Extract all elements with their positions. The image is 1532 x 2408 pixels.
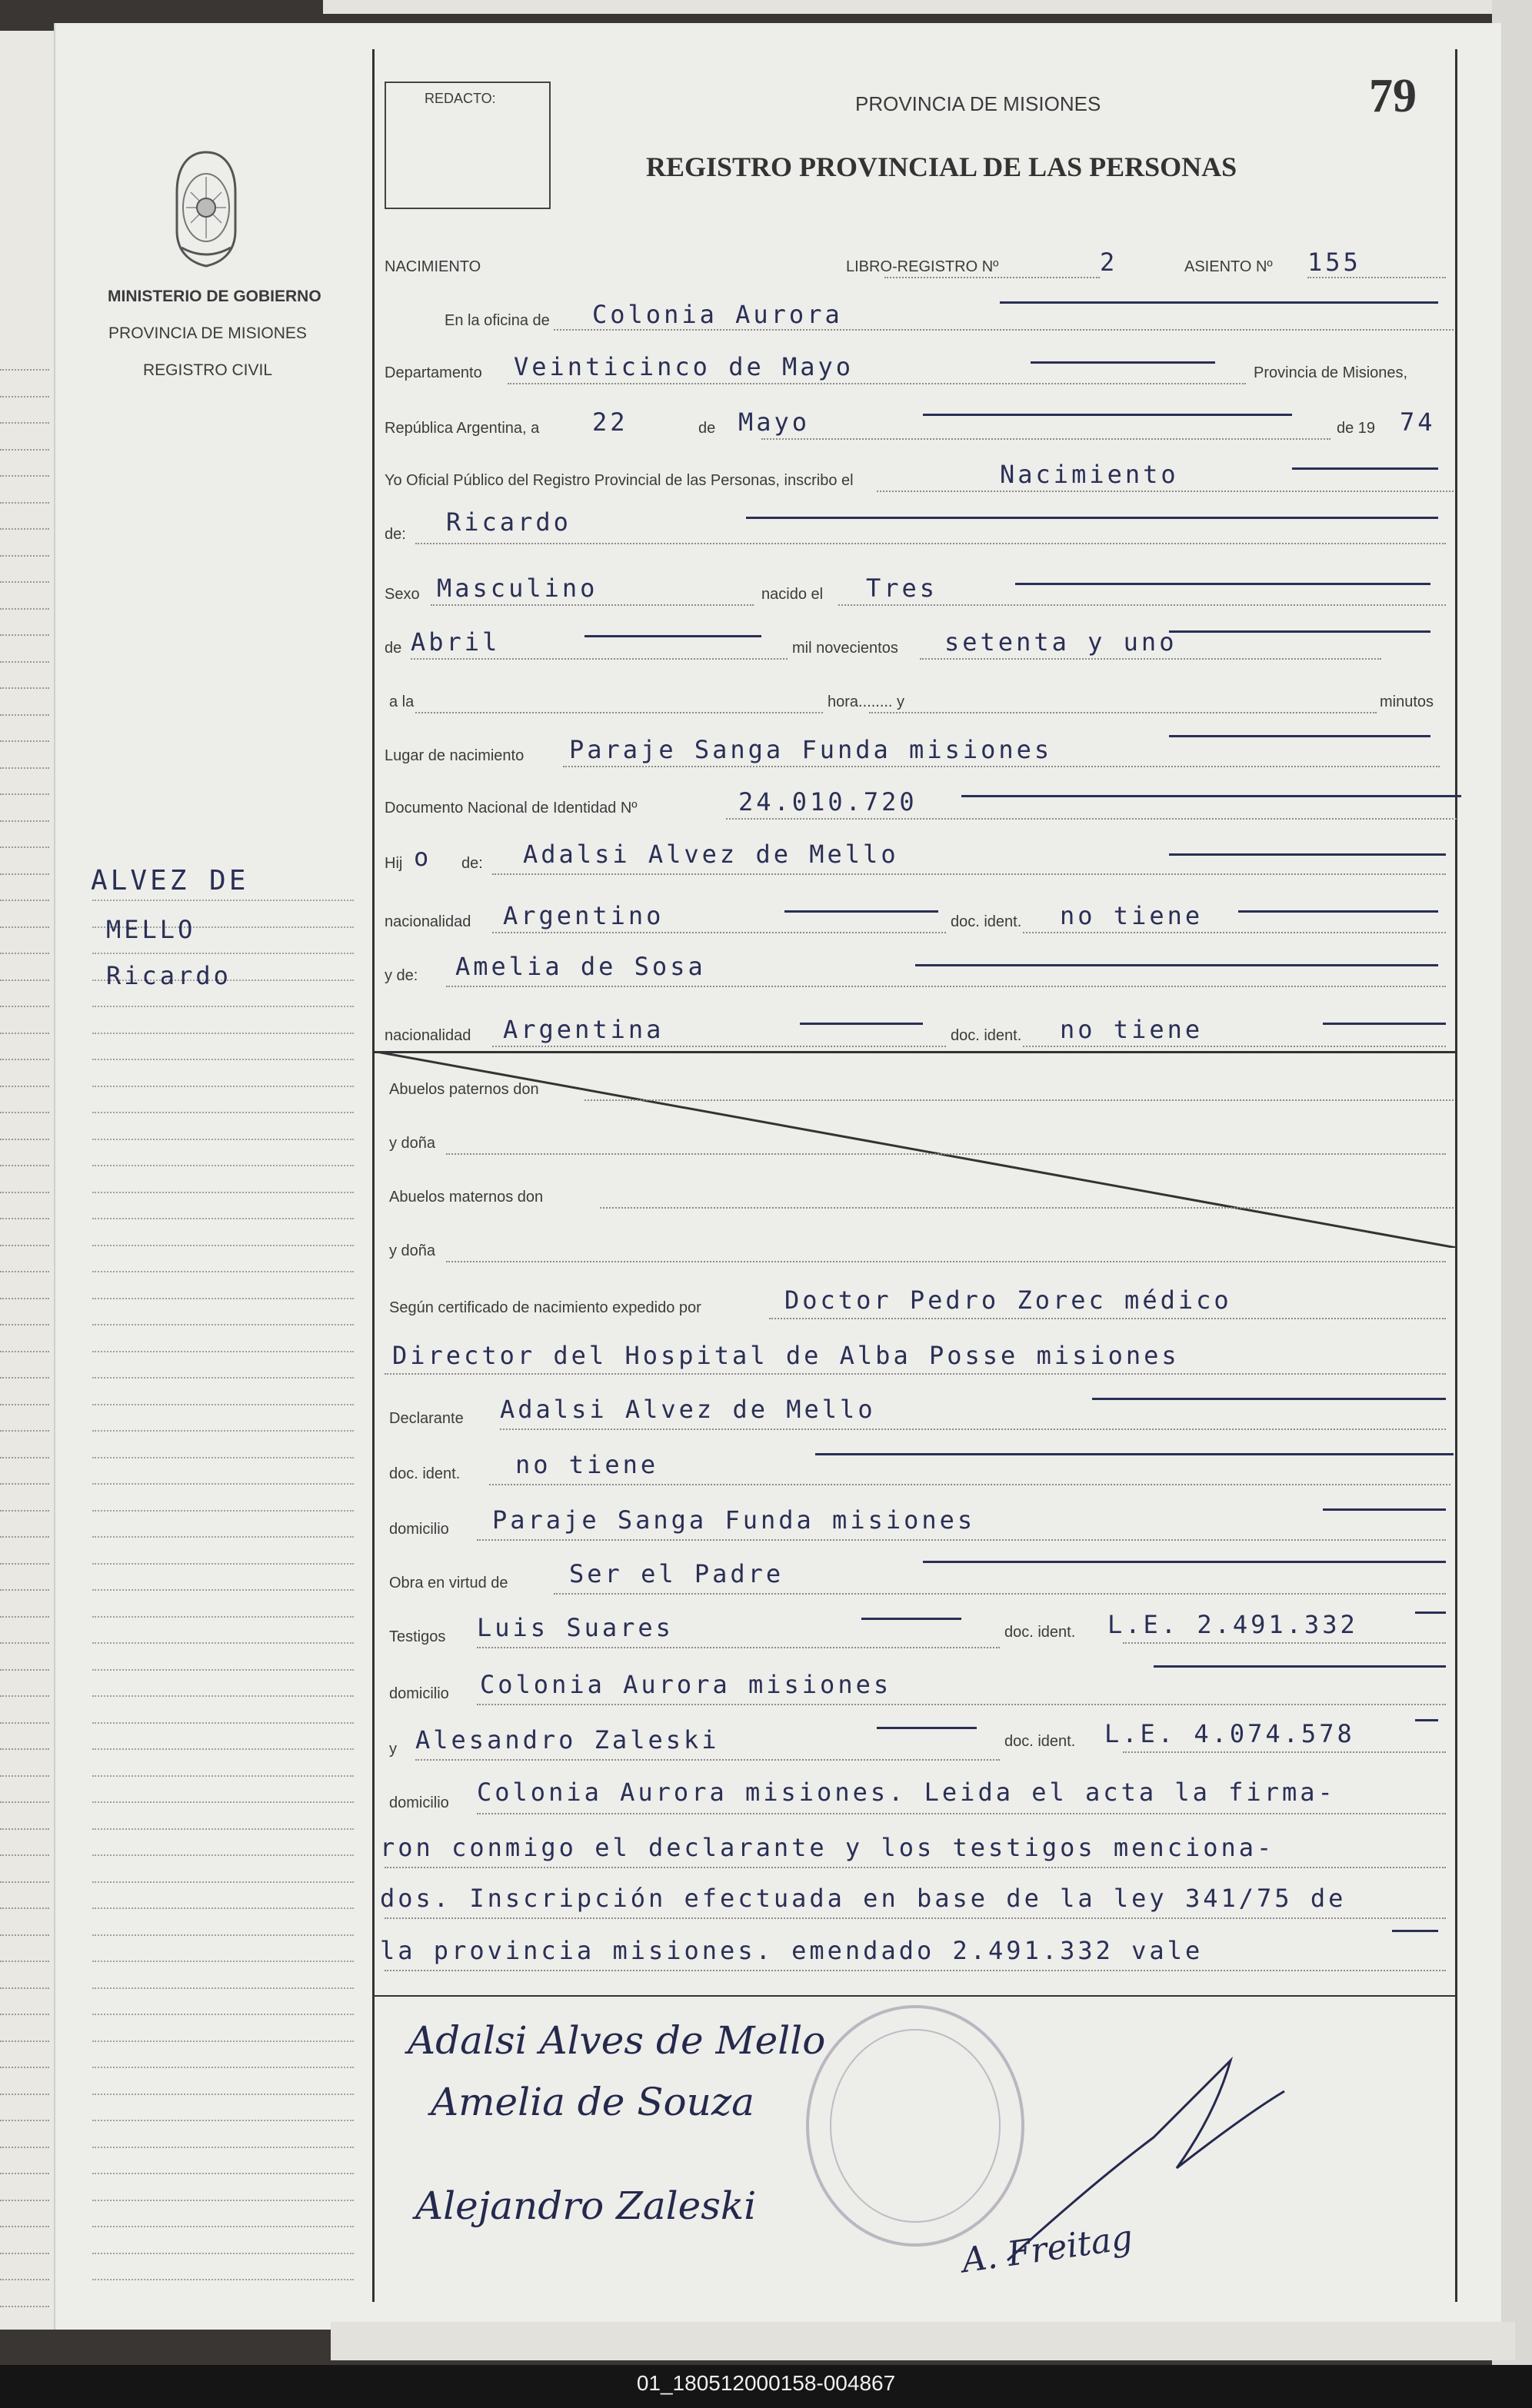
handwritten-dash — [1415, 1719, 1438, 1721]
previous-page-rule — [0, 2014, 49, 2015]
father-name: Adalsi Alvez de Mello — [523, 840, 899, 869]
margin-rule — [92, 1086, 354, 1087]
form-dotted-rule — [385, 1867, 1446, 1868]
form-dotted-rule — [1307, 277, 1446, 278]
form-dotted-rule — [477, 1647, 1000, 1648]
previous-page-rule — [0, 1245, 49, 1246]
registered-name: Ricardo — [446, 507, 571, 537]
form-dotted-rule — [584, 1099, 1454, 1101]
testigos-label: Testigos — [389, 1628, 446, 1645]
handwritten-dash — [1169, 735, 1430, 737]
oficina-label: En la oficina de — [445, 312, 550, 329]
segun-value: Doctor Pedro Zorec médico — [784, 1285, 1232, 1315]
margin-rule — [92, 1801, 354, 1803]
abuelos-maternos-label: Abuelos maternos don — [389, 1189, 544, 1206]
segun-label: Según certificado de nacimiento expedido por — [389, 1299, 701, 1316]
signature-flourish — [1000, 2045, 1292, 2276]
handwritten-dash — [815, 1453, 1454, 1455]
margin-rule — [92, 1033, 354, 1034]
redacto-label: REDACTO: — [425, 91, 496, 106]
margin-rule — [92, 1934, 354, 1936]
margin-rule — [92, 2200, 354, 2201]
previous-page-rule — [0, 953, 49, 954]
ministry-title: MINISTERIO DE GOBIERNO — [108, 288, 321, 305]
signature-official: A. Freitag — [959, 2217, 1135, 2281]
previous-page-rule — [0, 926, 49, 928]
previous-page-rule — [0, 1801, 49, 1803]
previous-page-rule — [0, 1112, 49, 1113]
handwritten-dash — [1015, 583, 1430, 585]
doc-testigo-2-label: doc. ident. — [1004, 1733, 1076, 1750]
registry-title: REGISTRO PROVINCIAL DE LAS PERSONAS — [646, 151, 1237, 182]
handwritten-dash — [861, 1618, 961, 1620]
margin-rule — [92, 1695, 354, 1697]
form-dotted-rule — [446, 1153, 1446, 1155]
previous-page-rule — [0, 1881, 49, 1883]
domicilio-2-label: domicilio — [389, 1685, 449, 1702]
margin-rule — [92, 2147, 354, 2148]
margin-rule — [92, 1854, 354, 1856]
form-dotted-rule — [415, 1759, 1000, 1761]
redacto-box — [385, 81, 551, 209]
margin-rule — [92, 1139, 354, 1140]
signature-declarante: Adalsi Alves de Mello — [408, 2018, 826, 2063]
previous-page-rule — [0, 1748, 49, 1750]
previous-page-rule — [0, 1907, 49, 1909]
margin-rule — [92, 1298, 354, 1299]
form-dotted-rule — [600, 1207, 1454, 1209]
previous-page-rule — [0, 634, 49, 636]
y-de-label: y de: — [385, 967, 418, 984]
depto-value: Veinticinco de Mayo — [514, 352, 854, 381]
previous-page-edge — [0, 31, 62, 2330]
margin-note-surname: ALVEZ DE — [91, 865, 249, 896]
previous-page-rule — [0, 979, 49, 981]
previous-page-rule — [0, 1828, 49, 1830]
previous-page-rule — [0, 1563, 49, 1565]
previous-page-rule — [0, 1351, 49, 1352]
form-dotted-rule — [554, 1593, 1446, 1595]
previous-page-rule — [0, 1430, 49, 1432]
year-value: 74 — [1400, 407, 1436, 437]
form-dotted-rule — [726, 818, 1457, 820]
form-dotted-rule — [554, 329, 1454, 331]
form-dotted-rule — [869, 712, 1377, 713]
previous-page-rule — [0, 1589, 49, 1591]
republica-label: República Argentina, a — [385, 420, 540, 437]
province-title: PROVINCIA DE MISIONES — [855, 92, 1101, 115]
provincia-label: Provincia de Misiones, — [1254, 364, 1408, 381]
margin-note-given-name: Ricardo — [106, 961, 231, 990]
nacionalidad-father-label: nacionalidad — [385, 913, 471, 930]
handwritten-dash — [784, 910, 938, 913]
margin-rule — [92, 1377, 354, 1379]
doc-testigo-2-value: L.E. 4.074.578 — [1104, 1719, 1355, 1748]
book-bottom-edge — [331, 2322, 1515, 2360]
form-dotted-rule — [415, 543, 1446, 544]
a-la-label: a la — [389, 693, 415, 710]
handwritten-dash — [961, 795, 1461, 797]
form-dotted-rule — [920, 658, 1381, 660]
previous-page-rule — [0, 1218, 49, 1219]
margin-rule — [92, 2067, 354, 2068]
previous-page-rule — [0, 2200, 49, 2201]
doc-mother-value: no tiene — [1060, 1015, 1204, 1044]
form-dotted-rule — [489, 1484, 1450, 1485]
sexo-label: Sexo — [385, 586, 420, 603]
margin-rule — [92, 1218, 354, 1219]
previous-page-rule — [0, 1324, 49, 1325]
previous-page-rule — [0, 1987, 49, 1989]
minutos-label: minutos — [1380, 693, 1434, 710]
previous-page-rule — [0, 2094, 49, 2095]
nacionalidad-mother-label: nacionalidad — [385, 1027, 471, 1044]
margin-rule — [92, 1775, 354, 1777]
previous-page-rule — [0, 1086, 49, 1087]
handwritten-dash — [915, 964, 1438, 966]
civil-registry-subtitle: REGISTRO CIVIL — [142, 361, 273, 379]
previous-page-rule — [0, 396, 49, 397]
margin-rule — [92, 1245, 354, 1246]
previous-page-rule — [0, 1457, 49, 1458]
form-dotted-rule — [477, 1813, 1446, 1814]
previous-page-rule — [0, 820, 49, 822]
nacionalidad-mother-value: Argentina — [503, 1015, 664, 1044]
handwritten-dash — [584, 635, 761, 637]
form-dotted-rule — [838, 604, 1446, 606]
y-dona-2-label: y doña — [389, 1242, 436, 1259]
form-dotted-rule — [1023, 1046, 1446, 1047]
previous-page-rule — [0, 2147, 49, 2148]
form-dotted-rule — [1123, 1751, 1446, 1753]
margin-rule — [92, 2226, 354, 2227]
nacido-label: nacido el — [761, 586, 824, 603]
handwritten-dash — [1169, 630, 1430, 633]
previous-page-rule — [0, 1377, 49, 1379]
handwritten-dash — [1154, 1665, 1446, 1668]
form-dotted-rule — [884, 277, 1100, 278]
previous-page-rule — [0, 1271, 49, 1272]
sexo-value: Masculino — [437, 574, 598, 603]
doc-declarante-value: no tiene — [515, 1450, 659, 1479]
background-page-edge — [323, 0, 1492, 14]
previous-page-rule — [0, 2040, 49, 2042]
doc-declarante-label: doc. ident. — [389, 1465, 461, 1482]
handwritten-dash — [923, 414, 1292, 416]
form-dotted-rule — [431, 604, 754, 606]
mother-name: Amelia de Sosa — [455, 952, 706, 981]
form-dotted-rule — [1123, 1642, 1446, 1644]
previous-page-rule — [0, 1775, 49, 1777]
previous-page-rule — [0, 1404, 49, 1405]
form-dotted-rule — [508, 383, 1246, 384]
previous-page-rule — [0, 2173, 49, 2174]
margin-rule — [92, 1642, 354, 1644]
signature-mother: Amelia de Souza — [431, 2080, 754, 2124]
previous-page-rule — [0, 1165, 49, 1166]
dni-value: 24.010.720 — [738, 787, 918, 817]
year-prefix-label: de 19 — [1337, 420, 1376, 437]
previous-page-rule — [0, 2253, 49, 2254]
day-value: 22 — [592, 407, 628, 437]
lugar-label: Lugar de nacimiento — [385, 747, 525, 764]
form-dotted-rule — [1023, 932, 1446, 933]
previous-page-rule — [0, 475, 49, 477]
doc-father-label: doc. ident. — [951, 913, 1022, 930]
previous-page-rule — [0, 661, 49, 663]
libro-label: LIBRO-REGISTRO Nº — [846, 258, 999, 275]
previous-page-rule — [0, 422, 49, 424]
depto-label: Departamento — [385, 364, 482, 381]
margin-rule — [92, 1563, 354, 1565]
testigo-2-value: Alesandro Zaleski — [415, 1725, 720, 1754]
y-dona-1-label: y doña — [389, 1135, 436, 1152]
handwritten-dash — [1169, 853, 1446, 856]
asiento-value: 155 — [1307, 248, 1361, 277]
form-dotted-rule — [761, 438, 1331, 440]
margin-rule — [92, 1722, 354, 1724]
margin-rule — [92, 1589, 354, 1591]
form-dotted-rule — [446, 986, 1446, 987]
dni-label: Documento Nacional de Identidad Nº — [385, 800, 638, 817]
previous-page-rule — [0, 555, 49, 557]
de-label: de — [698, 420, 716, 437]
form-dotted-rule — [385, 1373, 1446, 1375]
official-stamp — [800, 1999, 1031, 2253]
form-dotted-rule — [411, 658, 788, 660]
margin-rule — [92, 1748, 354, 1750]
margin-rule — [92, 1112, 354, 1113]
birth-month-value: Abril — [411, 627, 501, 657]
form-dotted-rule — [446, 1261, 1446, 1262]
asiento-label: ASIENTO Nº — [1184, 258, 1273, 275]
handwritten-dash — [1323, 1023, 1446, 1025]
hora-label: hora........ y — [828, 693, 905, 710]
margin-rule — [92, 1351, 354, 1352]
province-subtitle: PROVINCIA DE MISIONES — [108, 324, 307, 342]
libro-value: 2 — [1100, 248, 1118, 277]
nacimiento-label: NACIMIENTO — [385, 258, 481, 275]
previous-page-rule — [0, 1139, 49, 1140]
signature-witness: Alejandro Zaleski — [415, 2183, 757, 2228]
previous-page-rule — [0, 740, 49, 742]
form-dotted-rule — [769, 1318, 1446, 1319]
continuation-line-4: la provincia misiones. emendado 2.491.332 vale — [380, 1936, 1204, 1965]
obra-label: Obra en virtud de — [389, 1575, 508, 1591]
mil-label: mil novecientos — [792, 640, 898, 657]
handwritten-dash — [923, 1561, 1446, 1563]
obra-value: Ser el Padre — [569, 1559, 784, 1588]
previous-page-rule — [0, 1059, 49, 1060]
previous-page-rule — [0, 714, 49, 716]
oficial-label: Yo Oficial Público del Registro Provincial de las Personas, inscribo el — [385, 472, 854, 489]
margin-rule — [92, 1669, 354, 1671]
form-dotted-rule — [877, 491, 1454, 492]
previous-page-rule — [0, 687, 49, 689]
form-dotted-rule — [415, 712, 823, 713]
margin-rule — [92, 1006, 354, 1007]
hijo-de-label: de: — [461, 855, 483, 872]
margin-rule — [92, 1430, 354, 1432]
margin-rule — [92, 1404, 354, 1405]
testigo-1-value: Luis Suares — [477, 1613, 674, 1642]
margin-rule — [92, 1457, 354, 1458]
previous-page-rule — [0, 528, 49, 530]
handwritten-dash — [1415, 1611, 1446, 1614]
nacido-day-value: Tres — [866, 574, 938, 603]
form-dotted-rule — [492, 873, 1446, 875]
form-dotted-rule — [385, 1917, 1446, 1919]
margin-rule — [92, 953, 354, 954]
margin-rule — [92, 1828, 354, 1830]
previous-page-rule — [0, 793, 49, 795]
page-number: 79 — [1369, 70, 1417, 122]
previous-page-rule — [0, 2067, 49, 2068]
segun-line-2: Director del Hospital de Alba Posse misiones — [392, 1341, 1180, 1370]
previous-page-rule — [0, 900, 49, 901]
margin-rule — [92, 1907, 354, 1909]
previous-page-rule — [0, 1961, 49, 1962]
margin-rule — [92, 1271, 354, 1272]
handwritten-dash — [1000, 301, 1438, 304]
margin-rule — [92, 900, 354, 901]
domicilio-1-label: domicilio — [389, 1521, 449, 1538]
doc-mother-label: doc. ident. — [951, 1027, 1022, 1044]
name-prefix-label: de: — [385, 526, 406, 543]
margin-rule — [92, 1987, 354, 1989]
previous-page-rule — [0, 1536, 49, 1538]
handwritten-dash — [1031, 361, 1215, 364]
birth-year-value: setenta y uno — [944, 627, 1177, 657]
doc-father-value: no tiene — [1060, 901, 1204, 930]
previous-page-rule — [0, 502, 49, 504]
margin-rule — [92, 2040, 354, 2042]
continuation-line-3: dos. Inscripción efectuada en base de la ley 341/75 de — [380, 1884, 1347, 1913]
previous-page-rule — [0, 449, 49, 451]
margin-rule — [92, 1961, 354, 1962]
handwritten-dash — [1092, 1398, 1446, 1400]
handwritten-dash — [877, 1727, 977, 1729]
domicilio-2-value: Colonia Aurora misiones — [480, 1670, 892, 1699]
previous-page-rule — [0, 608, 49, 610]
previous-page-rule — [0, 369, 49, 371]
previous-page-rule — [0, 1192, 49, 1193]
previous-page-rule — [0, 2279, 49, 2280]
abuelos-paternos-label: Abuelos paternos don — [389, 1081, 539, 1098]
margin-rule — [92, 1192, 354, 1193]
form-dotted-rule — [385, 1970, 1446, 1971]
previous-page-rule — [0, 873, 49, 875]
form-dotted-rule — [563, 766, 1440, 767]
margin-rule — [92, 2279, 354, 2280]
previous-page-rule — [0, 1510, 49, 1512]
handwritten-dash — [800, 1023, 923, 1025]
lugar-value: Paraje Sanga Funda misiones — [569, 735, 1053, 764]
previous-page-rule — [0, 846, 49, 848]
previous-page-rule — [0, 1298, 49, 1299]
form-dotted-rule — [492, 1046, 946, 1047]
handwritten-dash — [1392, 1930, 1438, 1932]
declarante-value: Adalsi Alvez de Mello — [500, 1395, 876, 1424]
margin-rule — [92, 2120, 354, 2121]
handwritten-dash — [1292, 467, 1438, 470]
previous-page-rule — [0, 1669, 49, 1671]
handwritten-dash — [746, 517, 1438, 519]
handwritten-dash — [1238, 910, 1438, 913]
previous-page-rule — [0, 1616, 49, 1618]
margin-rule — [92, 1483, 354, 1485]
y-label: y — [389, 1741, 397, 1758]
margin-rule — [92, 2173, 354, 2174]
signatures-divider — [372, 1995, 1457, 1997]
previous-page-rule — [0, 581, 49, 583]
previous-page-rule — [0, 1722, 49, 1724]
hijo-suffix: o — [414, 843, 432, 872]
hijo-label: Hij — [385, 855, 403, 872]
handwritten-dash — [1323, 1508, 1446, 1511]
coat-of-arms-seal-icon — [171, 146, 241, 269]
form-dotted-rule — [500, 1429, 1446, 1430]
margin-rule — [92, 1510, 354, 1512]
previous-page-rule — [0, 1695, 49, 1697]
previous-page-rule — [0, 1934, 49, 1936]
de2-label: de — [385, 640, 402, 657]
previous-page-rule — [0, 2306, 49, 2307]
previous-page-rule — [0, 1642, 49, 1644]
margin-rule — [92, 1324, 354, 1325]
margin-rule — [92, 1165, 354, 1166]
domicilio-3-label: domicilio — [389, 1794, 449, 1811]
margin-rule — [92, 1881, 354, 1883]
margin-rule — [92, 2094, 354, 2095]
margin-rule — [92, 1059, 354, 1060]
previous-page-rule — [0, 1483, 49, 1485]
margin-rule — [92, 1536, 354, 1538]
margin-note-surname-2: MELLO — [106, 915, 196, 944]
doc-testigo-1-label: doc. ident. — [1004, 1624, 1076, 1641]
margin-rule — [92, 1616, 354, 1618]
margin-rule — [92, 2253, 354, 2254]
previous-page-rule — [0, 1033, 49, 1034]
oficial-value: Nacimiento — [1000, 460, 1179, 489]
file-id-caption: 01_180512000158-004867 — [636, 2371, 896, 2395]
form-dotted-rule — [492, 932, 946, 933]
nacionalidad-father-value: Argentino — [503, 901, 664, 930]
previous-page-rule — [0, 1006, 49, 1007]
continuation-line-2: ron conmigo el declarante y los testigos menciona- — [380, 1833, 1275, 1862]
previous-page-rule — [0, 767, 49, 769]
doc-testigo-1-value: L.E. 2.491.332 — [1107, 1610, 1358, 1639]
domicilio-1-value: Paraje Sanga Funda misiones — [492, 1505, 976, 1535]
form-dotted-rule — [477, 1704, 1446, 1705]
oficina-value: Colonia Aurora — [592, 300, 843, 329]
declarante-label: Declarante — [389, 1410, 464, 1427]
month-value: Mayo — [738, 407, 811, 437]
previous-page-rule — [0, 1854, 49, 1856]
margin-rule — [92, 2014, 354, 2015]
previous-page-rule — [0, 2226, 49, 2227]
form-dotted-rule — [477, 1539, 1446, 1541]
domicilio-3-value: Colonia Aurora misiones. Leida el acta la firma- — [477, 1778, 1336, 1807]
previous-page-rule — [0, 2120, 49, 2121]
